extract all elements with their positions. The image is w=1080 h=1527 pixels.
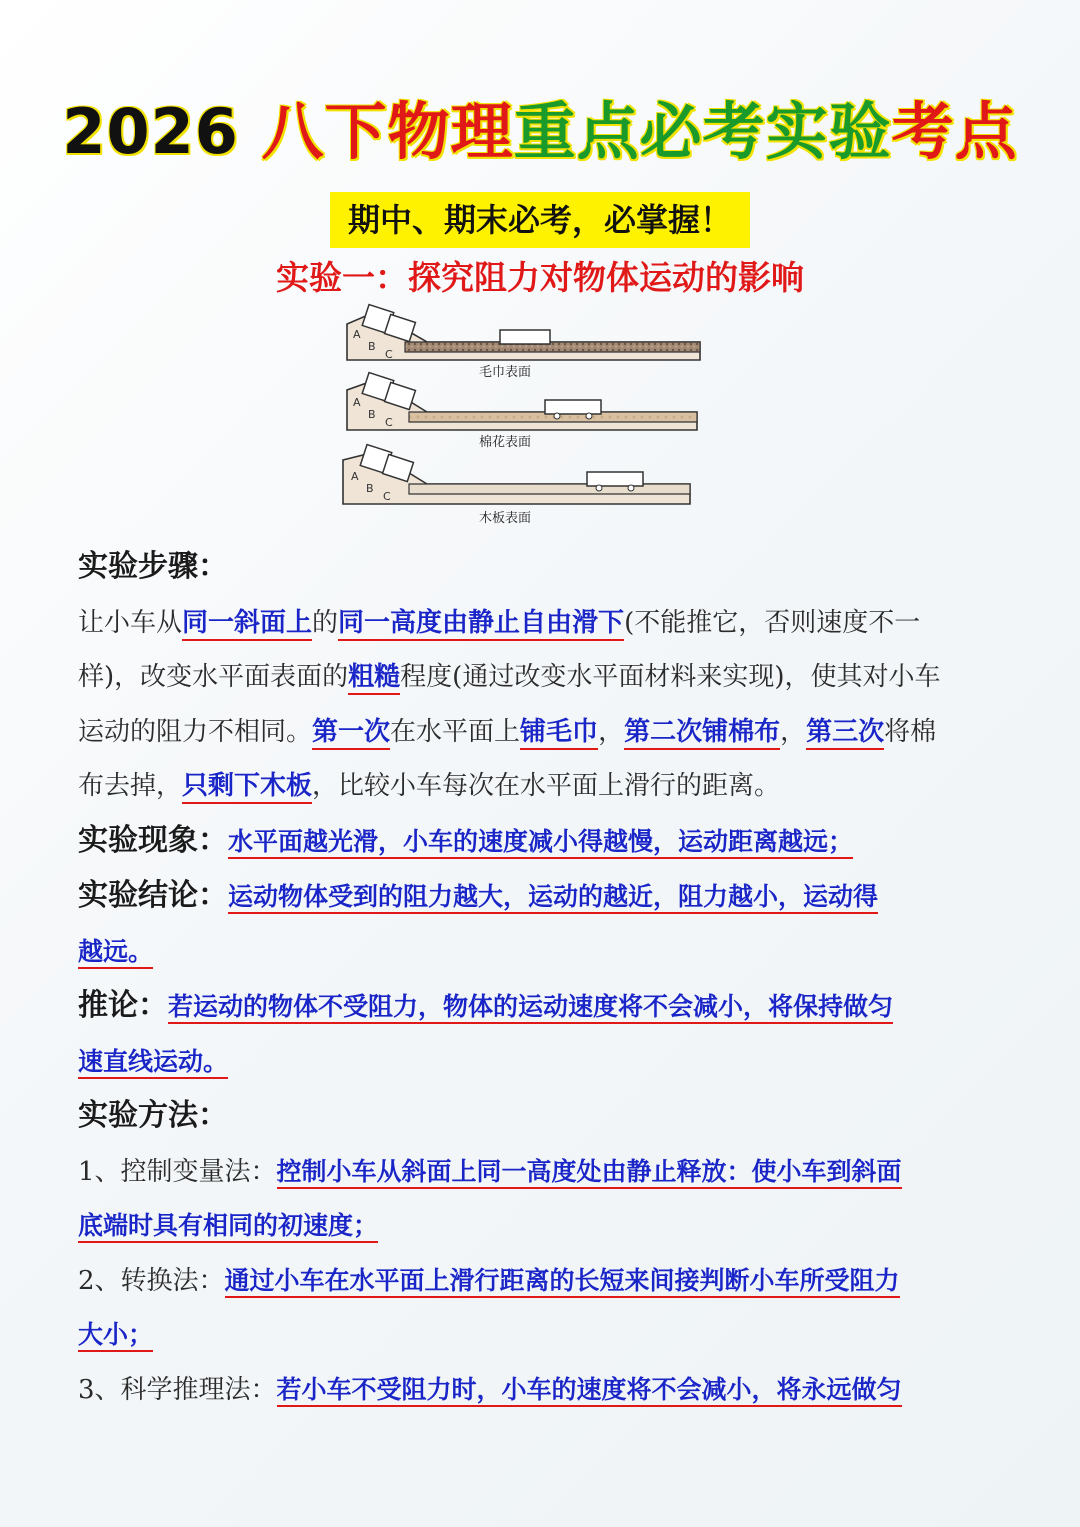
- steps-line-4: 布去掉，只剩下木板，比较小车每次在水平面上滑行的距离。: [78, 759, 1008, 814]
- subtitle-highlight: 期中、期末必考，必掌握！: [330, 192, 750, 248]
- methods-heading: 实验方法：: [78, 1098, 228, 1133]
- svg-text:A: A: [353, 396, 361, 409]
- svg-text:B: B: [366, 482, 374, 495]
- method-3-line-1: 3、科学推理法：若小车不受阻力时，小车的速度将不会减小，将永远做匀: [78, 1374, 902, 1405]
- svg-text:C: C: [385, 416, 393, 429]
- steps-line-2: 样)，改变水平面表面的粗糙程度(通过改变水平面材料来实现)，使其对小车: [78, 650, 1008, 705]
- ramp-diagram: [335, 300, 715, 530]
- method-2-line-1: 2、转换法：通过小车在水平面上滑行距离的长短来间接判断小车所受阻力: [78, 1265, 900, 1296]
- method-2-line-2: 大小；: [78, 1308, 1008, 1363]
- title-part1: 八下物理: [261, 95, 514, 168]
- point-label-c: C: [385, 348, 393, 361]
- svg-text:C: C: [383, 490, 391, 503]
- conclusion-line-2: 越远。: [78, 925, 1008, 980]
- label-cotton: 棉花表面: [478, 435, 532, 450]
- label-towel: 毛巾表面: [478, 365, 532, 380]
- title-part2: 重点必考实验: [513, 95, 892, 168]
- title-part3: 考点: [891, 95, 1018, 168]
- setup-cotton: [347, 373, 697, 450]
- method-1-line-2: 底端时具有相同的初速度；: [78, 1199, 1008, 1254]
- method-1-line-1: 1、控制变量法：控制小车从斜面上同一高度处由静止释放：使小车到斜面: [78, 1156, 902, 1187]
- svg-text:A: A: [351, 470, 359, 483]
- conclusion-line-1: 实验结论：运动物体受到的阻力越大，运动的越近，阻力越小，运动得: [78, 878, 879, 913]
- page-title: [0, 92, 1080, 172]
- setup-towel: [347, 305, 700, 380]
- steps-heading: 实验步骤：: [78, 549, 228, 584]
- title-year: 2026: [62, 95, 239, 168]
- inference-line-1: 推论：若运动的物体不受阻力，物体的运动速度将不会减小，将保持做匀: [78, 988, 894, 1023]
- point-label-b: B: [368, 340, 376, 353]
- steps-line-1: 让小车从同一斜面上的同一高度由静止自由滑下(不能推它，否则速度不一: [78, 596, 1008, 651]
- setup-board: [343, 445, 690, 526]
- experiment-title: 实验一：探究阻力对物体运动的影响: [276, 258, 804, 297]
- inference-line-2: 速直线运动。: [78, 1035, 1008, 1090]
- steps-line-3: 运动的阻力不相同。第一次在水平面上铺毛巾，第二次铺棉布，第三次将棉: [78, 705, 1008, 760]
- point-label-a: A: [353, 328, 361, 341]
- content-body: [78, 540, 1008, 1417]
- label-board: 木板表面: [478, 511, 532, 526]
- svg-text:B: B: [368, 408, 376, 421]
- subtitle-row: [0, 192, 1080, 248]
- phenomenon-line: 实验现象：水平面越光滑，小车的速度减小得越慢，运动距离越远；: [78, 822, 854, 858]
